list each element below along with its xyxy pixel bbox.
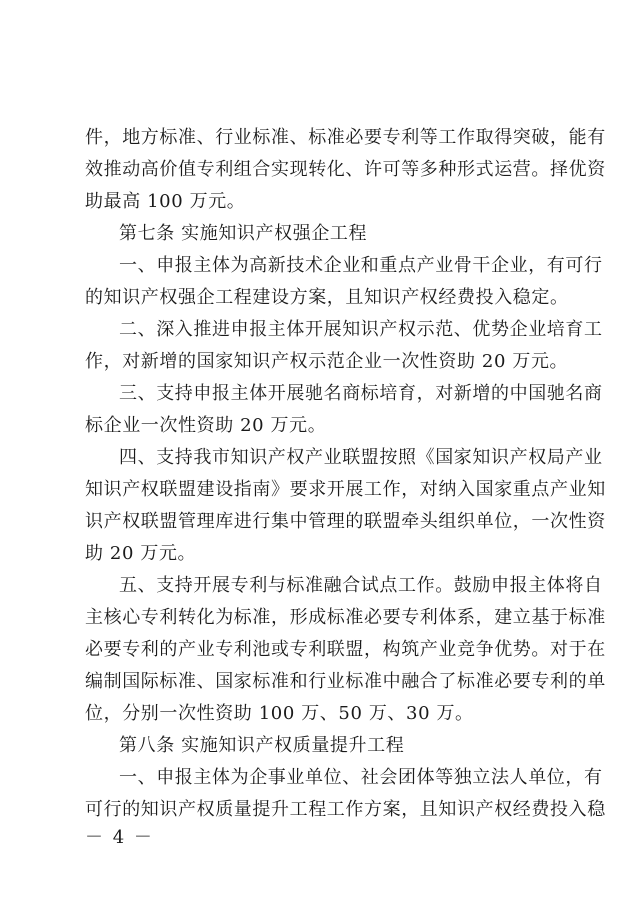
line-text: 主核心专利转化为标准，形成标准必要专利体系，建立基于标准 bbox=[85, 607, 606, 628]
text-line bbox=[0, 345, 637, 379]
text-line bbox=[0, 249, 637, 283]
text-line bbox=[0, 697, 637, 731]
line-text: 位，分别一次性资助 100 万、50 万、30 万。 bbox=[85, 703, 474, 724]
text-line bbox=[0, 505, 637, 539]
text-line bbox=[0, 473, 637, 507]
article-heading bbox=[0, 729, 637, 763]
line-text: 二、深入推进申报主体开展知识产权示范、优势企业培育工 bbox=[119, 319, 603, 340]
text-line bbox=[0, 281, 637, 315]
line-text: 作，对新增的国家知识产权示范企业一次性资助 20 万元。 bbox=[85, 351, 569, 372]
line-text: 必要专利的产业专利池或专利联盟，构筑产业竞争优势。对于在 bbox=[85, 639, 606, 660]
page-number: － 4 － bbox=[85, 827, 154, 848]
line-text: 一、申报主体为企事业单位、社会团体等独立法人单位，有 bbox=[119, 767, 603, 788]
text-line bbox=[0, 409, 637, 443]
text-line bbox=[0, 569, 637, 603]
heading-text: 第七条 实施知识产权强企工程 bbox=[119, 223, 368, 244]
text-line bbox=[0, 121, 637, 155]
line-text: 件，地方标准、行业标准、标准必要专利等工作取得突破，能有 bbox=[85, 127, 606, 148]
line-text: 一、申报主体为高新技术企业和重点产业骨干企业，有可行 bbox=[119, 255, 603, 276]
line-text: 助 20 万元。 bbox=[85, 543, 197, 564]
text-line bbox=[0, 377, 637, 411]
text-line bbox=[0, 633, 637, 667]
line-text: 标企业一次性资助 20 万元。 bbox=[85, 415, 327, 436]
heading-text: 第八条 实施知识产权质量提升工程 bbox=[119, 735, 405, 756]
text-line bbox=[0, 185, 637, 219]
line-text: 五、支持开展专利与标准融合试点工作。鼓励申报主体将自 bbox=[119, 575, 603, 596]
text-line bbox=[0, 793, 637, 827]
line-text: 三、支持申报主体开展驰名商标培育，对新增的中国驰名商 bbox=[119, 383, 603, 404]
text-line bbox=[0, 313, 637, 347]
line-text: 识产权联盟管理库进行集中管理的联盟牵头组织单位，一次性资 bbox=[85, 511, 606, 532]
text-line bbox=[0, 761, 637, 795]
line-text: 效推动高价值专利组合实现转化、许可等多种形式运营。择优资 bbox=[85, 159, 606, 180]
line-text: 编制国际标准、国家标准和行业标准中融合了标准必要专利的单 bbox=[85, 671, 606, 692]
text-line bbox=[0, 601, 637, 635]
text-line bbox=[0, 441, 637, 475]
line-text: 四、支持我市知识产权产业联盟按照《国家知识产权局产业 bbox=[119, 447, 603, 468]
line-text: 助最高 100 万元。 bbox=[85, 191, 246, 212]
text-line bbox=[0, 537, 637, 571]
line-text: 可行的知识产权质量提升工程工作方案，且知识产权经费投入稳 bbox=[85, 799, 606, 820]
text-line bbox=[0, 665, 637, 699]
article-heading bbox=[0, 217, 637, 251]
line-text: 的知识产权强企工程建设方案，且知识产权经费投入稳定。 bbox=[85, 287, 569, 308]
text-line bbox=[0, 153, 637, 187]
line-text: 知识产权联盟建设指南》要求开展工作，对纳入国家重点产业知 bbox=[85, 479, 606, 500]
